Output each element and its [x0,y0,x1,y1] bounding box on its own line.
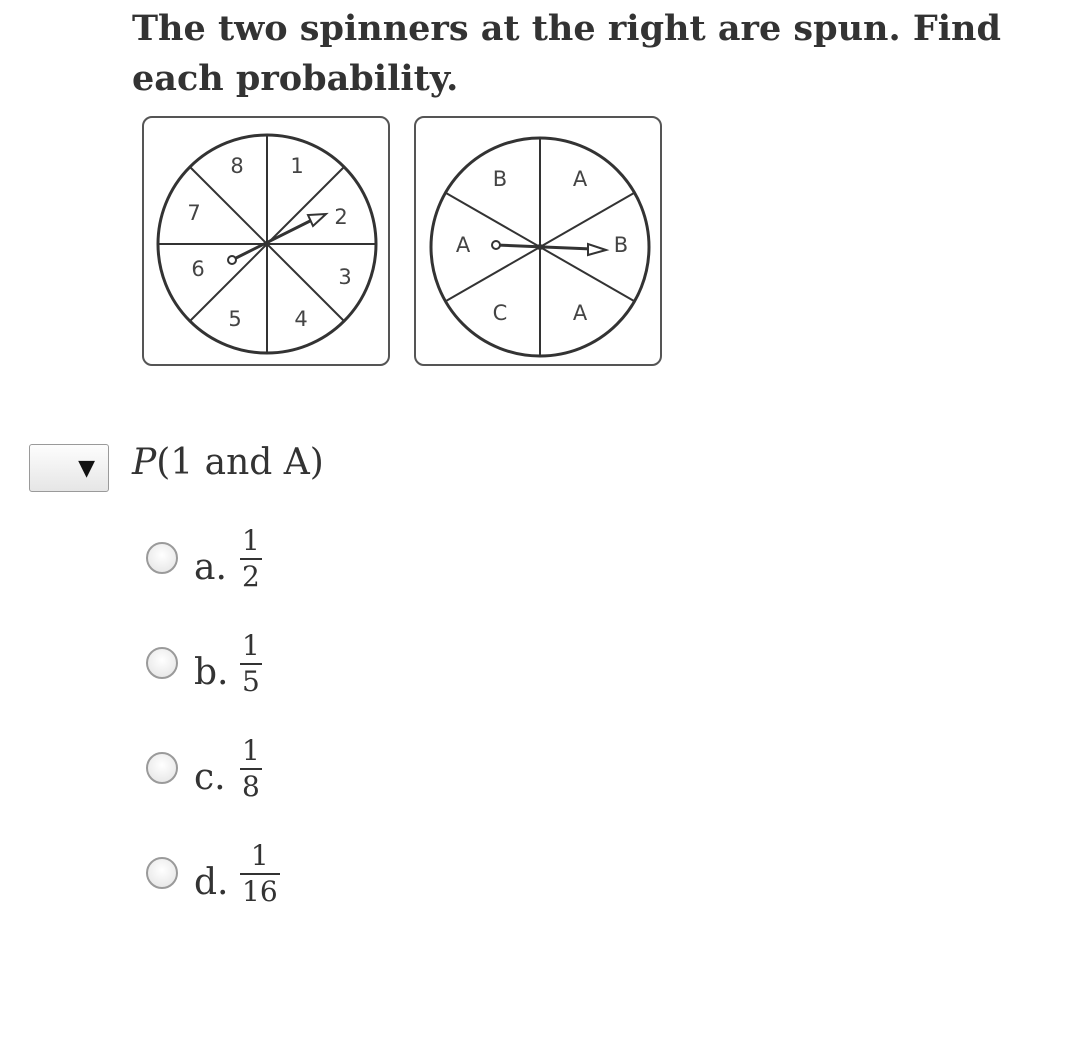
spinner2-label-c: C [492,301,508,325]
dropdown-arrow-icon: ▼ [78,456,95,481]
option-d-numerator: 1 [250,839,269,872]
option-c-denominator: 8 [242,770,260,803]
option-c-fraction [240,734,262,804]
spinner1-label-6: 6 [191,257,205,281]
spinner1-label-3: 3 [338,265,352,289]
option-a-letter: a. [194,547,227,588]
option-a-numerator: 1 [242,524,260,557]
letter-spinner-graphic [416,118,664,368]
spinner2-label-b-right: B [613,233,629,257]
option-b-denominator: 5 [242,665,260,698]
number-spinner-graphic [144,118,392,368]
spinner1-label-4: 4 [294,307,308,331]
option-d-fraction [240,839,280,909]
option-d-letter: d. [194,862,229,903]
option-d-denominator: 16 [242,875,278,908]
spinner1-label-7: 7 [187,201,201,225]
option-c-radio[interactable] [146,752,178,784]
prompt-p: P [132,442,157,483]
spinner2-label-a-bottom: A [572,301,588,325]
option-b[interactable] [146,629,446,727]
option-b-letter: b. [194,652,229,693]
option-a-fraction [240,524,262,594]
option-d-radio[interactable] [146,857,178,889]
spinner2-label-b-top: B [492,167,508,191]
spinner1-label-8: 8 [230,154,244,178]
spinner1-label-5: 5 [228,307,242,331]
spinner2-label-a-top: A [572,167,588,191]
spinner1-label-2: 2 [334,205,348,229]
option-b-numerator: 1 [242,629,260,662]
option-c-numerator: 1 [242,734,260,767]
question-text: The two spinners at the right are spun. Find each probability. [132,8,1001,99]
option-a-denominator: 2 [242,560,260,593]
option-c[interactable] [146,734,446,832]
spinner1-label-1: 1 [290,154,304,178]
spinner2-label-a-left: A [455,233,471,257]
option-c-letter: c. [194,757,226,798]
option-b-radio[interactable] [146,647,178,679]
question-prompt [132,438,324,488]
option-a[interactable] [146,524,446,622]
option-a-radio[interactable] [146,542,178,574]
prompt-rest: (1 and A) [156,442,324,483]
option-b-fraction [240,629,262,699]
option-d[interactable] [146,839,446,937]
number-spinner [142,116,390,366]
letter-spinner [414,116,662,366]
answer-dropdown[interactable] [29,444,109,492]
spinners-figure [142,116,666,370]
